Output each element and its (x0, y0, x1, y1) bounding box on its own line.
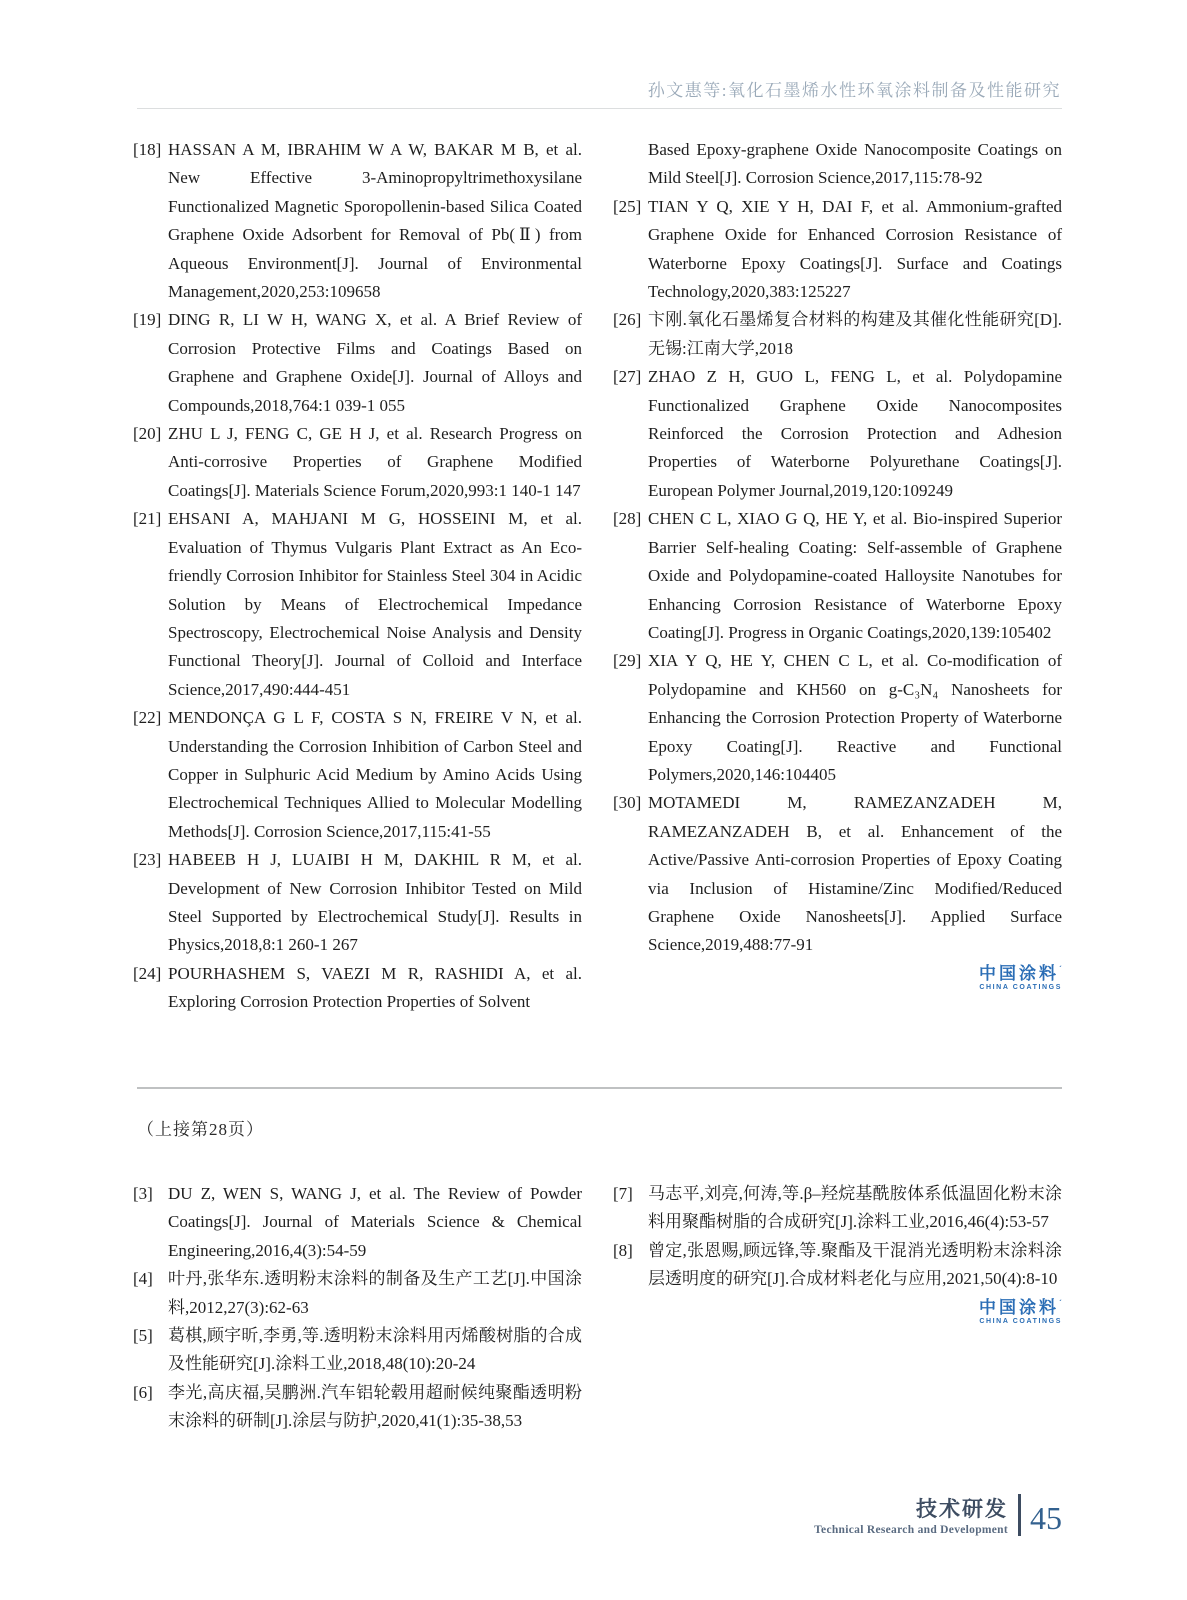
reference-item-30 (613, 789, 1062, 959)
references-left-column (133, 1180, 582, 1436)
reference-number: [7] (613, 1184, 633, 1203)
footer-divider-bar (1018, 1494, 1021, 1536)
reference-number: [30] (613, 793, 642, 813)
reference-text: POURHASHEM S, VAEZI M R, RASHIDI A, et al. Exploring Corrosion Protection Properties of Solvent (168, 963, 582, 1012)
reference-item-3 (133, 1180, 582, 1265)
reference-number: [3] (133, 1184, 153, 1203)
references-section-main (133, 136, 1062, 1017)
reference-item-20 (133, 420, 582, 505)
reference-item-24 (133, 960, 582, 1017)
reference-text: MOTAMEDI M, RAMEZANZADEH M, RAMEZANZADEH B, et al. Enhancement of the Active/Passive Anti-corrosion Properties of Epoxy Coating via Inclusion of Histamine/Zinc Modified/Reduced Graphene Oxide Nanosheets[J]. Applied Surface Science,2019,488:77-91 (648, 793, 1062, 955)
reference-text: 李光,高庆福,吴鹏洲.汽车铝轮毂用超耐候纯聚酯透明粉末涂料的研制[J].涂层与防护,2020,41(1):35-38,53 (168, 1382, 582, 1431)
reference-text: 曾定,张恩赐,顾远锋,等.聚酯及干混消光透明粉末涂料涂层透明度的研究[J].合成材料老化与应用,2021,50(4):8-10 (648, 1240, 1062, 1289)
reference-item-25 (613, 193, 1062, 307)
reference-text: 卞刚.氧化石墨烯复合材料的构建及其催化性能研究[D].无锡:江南大学,2018 (648, 310, 1062, 358)
section-divider-rule (137, 1087, 1062, 1089)
reference-item-27 (613, 363, 1062, 505)
reference-text: Based Epoxy-graphene Oxide Nanocomposite Coatings on Mild Steel[J]. Corrosion Science,2017,115:78-92 (648, 140, 1062, 188)
reference-item-7 (613, 1180, 1062, 1237)
trademark-mark: ˊ (1059, 1297, 1062, 1308)
reference-number: [23] (133, 850, 162, 870)
logo-chinese-text: 中国涂料$^ˊ$ (979, 1297, 1062, 1317)
reference-number: [8] (613, 1240, 633, 1260)
reference-text: 叶丹,张华东.透明粉末涂料的制备及生产工艺[J].中国涂料,2012,27(3):62-63 (168, 1269, 582, 1317)
reference-text: DU Z, WEN S, WANG J, et al. The Review of Powder Coatings[J]. Journal of Materials Science & Chemical Engineering,2016,4(3):54-59 (168, 1184, 582, 1260)
china-coatings-logo (613, 1298, 1062, 1327)
reference-text: ZHU L J, FENG C, GE H J, et al. Research Progress on Anti-corrosive Properties of Graphene Modified Coatings[J]. Materials Science Forum,2020,993:1 140-1 147 (168, 424, 582, 500)
references-right-column (613, 136, 1062, 1017)
reference-text: HABEEB H J, LUAIBI H M, DAKHIL R M, et al. Development of New Corrosion Inhibitor Tested on Mild Steel Supported by Electrochemical Study[J]. Results in Physics,2018,8:1 260-1 267 (168, 850, 582, 955)
reference-number: [20] (133, 424, 162, 444)
reference-number: [19] (133, 310, 162, 330)
reference-item-28 (613, 505, 1062, 647)
reference-text: ZHAO Z H, GUO L, FENG L, et al. Polydopamine Functionalized Graphene Oxide Nanocomposites Reinforced the Corrosion Protection and Adhesion Properties of Waterborne Polyurethane Coatings[J]. European Polymer Journal,2019,120:109249 (648, 367, 1062, 500)
reference-item-18 (133, 136, 582, 306)
reference-item-8 (613, 1237, 1062, 1294)
footer-section-english: Technical Research and Development (814, 1524, 1008, 1537)
reference-item-22 (133, 704, 582, 846)
reference-item-23 (133, 846, 582, 960)
reference-number: [28] (613, 509, 642, 529)
logo-english-text: CHINA COATINGS (979, 984, 1062, 992)
reference-text: TIAN Y Q, XIE Y H, DAI F, et al. Ammonium-grafted Graphene Oxide for Enhanced Corrosion Resistance of Waterborne Epoxy Coatings[J]. Surface and Coatings Technology,2020,383:125227 (648, 196, 1062, 302)
reference-number: [21] (133, 509, 162, 529)
reference-text: EHSANI A, MAHJANI M G, HOSSEINI M, et al. Evaluation of Thymus Vulgaris Plant Extract as An Eco-friendly Corrosion Inhibitor for Stainless Steel 304 in Acidic Solution by Means of Electrochemical Impedance Spectroscopy, Electrochemical Noise Analysis and Density Functional Theory[J]. Journal of Colloid and Interface Science,2017,490:444-451 (168, 509, 582, 699)
reference-item-26 (613, 306, 1062, 363)
footer-section-chinese: 技术研发 (916, 1498, 1008, 1521)
reference-number: [27] (613, 367, 642, 387)
page-footer (814, 1494, 1062, 1536)
reference-item-4 (133, 1265, 582, 1322)
reference-number: [24] (133, 963, 162, 983)
references-section-continued (133, 1180, 1062, 1436)
references-left-column (133, 136, 582, 1017)
reference-number: [22] (133, 708, 162, 728)
running-header: 孙文惠等:氧化石墨烯水性环氧涂料制备及性能研究 (647, 81, 1061, 100)
logo-english-text: CHINA COATINGS (979, 1318, 1062, 1326)
reference-number: [6] (133, 1382, 153, 1402)
reference-number: [4] (133, 1269, 153, 1289)
reference-item-5 (133, 1322, 582, 1379)
reference-number: [5] (133, 1326, 153, 1346)
reference-number: [29] (613, 651, 642, 671)
reference-number: [26] (613, 310, 642, 330)
reference-item-6 (133, 1379, 582, 1436)
continuation-note: （上接第28页） (137, 1120, 264, 1139)
footer-section-title (814, 1494, 1008, 1536)
reference-text: DING R, LI W H, WANG X, et al. A Brief Review of Corrosion Protective Films and Coatings Based on Graphene and Graphene Oxide[J]. Journal of Alloys and Compounds,2018,764:1 039-1 055 (168, 310, 582, 415)
trademark-mark: ˊ (1059, 964, 1062, 975)
reference-text: 马志平,刘亮,何涛,等.β–羟烷基酰胺体系低温固化粉末涂料用聚酯树脂的合成研究[J].涂料工业,2016,46(4):53-57 (648, 1184, 1062, 1232)
header-rule (137, 108, 1062, 109)
page-number: 45 (1030, 1500, 1062, 1536)
reference-number: [25] (613, 196, 642, 216)
reference-text: MENDONÇA G L F, COSTA S N, FREIRE V N, et al. Understanding the Corrosion Inhibition of Carbon Steel and Copper in Sulphuric Acid Medium by Amino Acids Using Electrochemical Techniques Allied to Molecular Modelling Methods[J]. Corrosion Science,2017,115:41-55 (168, 708, 582, 841)
china-coatings-logo (613, 964, 1062, 993)
reference-number: [18] (133, 140, 162, 159)
reference-text: XIA Y Q, HE Y, CHEN C L, et al. Co-modification of Polydopamine and KH560 on g-C₃N₄ Nanosheets for Enhancing the Corrosion Protection Property of Waterborne Epoxy Coating[J]. Reactive and Functional Polymers,2020,146:104405 (648, 651, 1062, 784)
logo-chinese-text: 中国涂料$^ˊ$ (979, 963, 1062, 983)
reference-item-21 (133, 505, 582, 704)
reference-item-29 (613, 647, 1062, 789)
reference-text: 葛棋,顾宇昕,李勇,等.透明粉末涂料用丙烯酸树脂的合成及性能研究[J].涂料工业,2018,48(10):20-24 (168, 1326, 582, 1374)
reference-item-19 (133, 306, 582, 420)
references-right-column (613, 1180, 1062, 1436)
reference-text: HASSAN A M, IBRAHIM W A W, BAKAR M B, et al. New Effective 3-Aminopropyltrimethoxysilane Functionalized Magnetic Sporopollenin-based Silica Coated Graphene Oxide Adsorbent for Removal of Pb(Ⅱ) from Aqueous Environment[J]. Journal of Environmental Management,2020,253:109658 (168, 140, 582, 302)
reference-text: CHEN C L, XIAO G Q, HE Y, et al. Bio-inspired Superior Barrier Self-healing Coating: Self-assemble of Graphene Oxide and Polydopamine-coated Halloysite Nanotubes for Enhancing Corrosion Resistance of Waterborne Epoxy Coating[J]. Progress in Organic Coatings,2020,139:105402 (648, 509, 1062, 642)
reference-item-24-continuation (613, 136, 1062, 193)
